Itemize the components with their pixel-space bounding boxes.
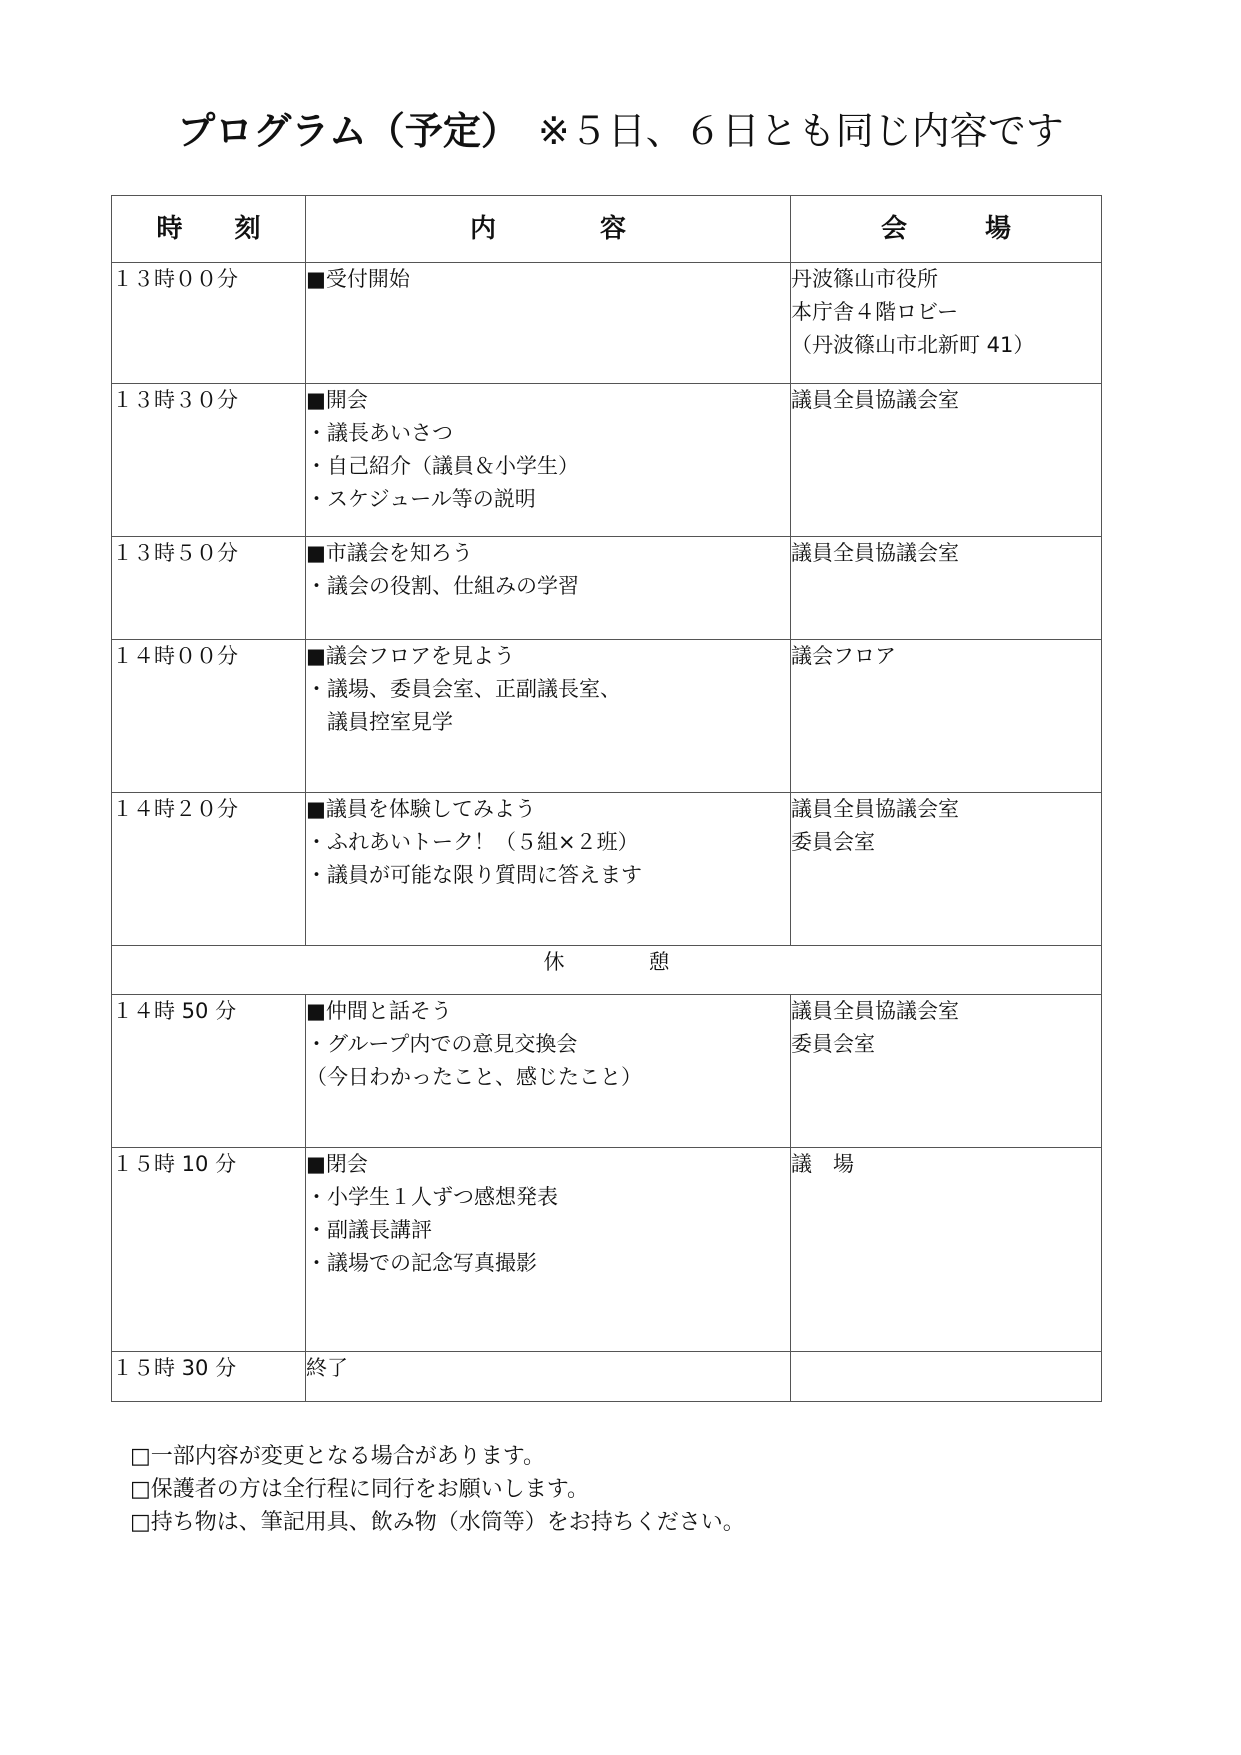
content-cell: ■市議会を知ろう ・議会の役割、仕組みの学習 [306, 537, 791, 640]
venue-cell: 議会フロア [791, 640, 1102, 793]
title-main: プログラム（予定） [177, 109, 500, 153]
venue-cell: 丹波篠山市役所 本庁舎４階ロビー （丹波篠山市北新町 41） [791, 263, 1102, 384]
table-row [112, 384, 1102, 537]
header-venue: 会 場 [791, 196, 1102, 263]
title-note: ※５日、６日とも同じ内容です [537, 109, 1064, 153]
page-title [0, 100, 1241, 155]
note-item: □持ち物は、筆記用具、飲み物（水筒等）をお持ちください。 [130, 1510, 745, 1535]
table-row [112, 1148, 1102, 1352]
break-cell: 休 憩 [112, 946, 1102, 995]
venue-cell: 議員全員協議会室 委員会室 [791, 995, 1102, 1148]
content-cell: ■議会フロアを見よう ・議場、委員会室、正副議長室、 議員控室見学 [306, 640, 791, 793]
table-row [112, 537, 1102, 640]
table-header-row [112, 196, 1102, 263]
time-cell: １４時 50 分 [112, 995, 306, 1148]
time-cell: １３時５０分 [112, 537, 306, 640]
time-cell: １５時 30 分 [112, 1352, 306, 1402]
table-row [112, 263, 1102, 384]
note-item: □保護者の方は全行程に同行をお願いします。 [130, 1477, 590, 1502]
venue-cell [791, 1352, 1102, 1402]
venue-cell: 議員全員協議会室 委員会室 [791, 793, 1102, 946]
content-cell: ■議員を体験してみよう ・ふれあいトーク！（５組×２班） ・議員が可能な限り質問に答えます [306, 793, 791, 946]
time-cell: １５時 10 分 [112, 1148, 306, 1352]
time-cell: １４時００分 [112, 640, 306, 793]
content-cell: ■受付開始 [306, 263, 791, 384]
venue-cell: 議 場 [791, 1148, 1102, 1352]
time-cell: １３時３０分 [112, 384, 306, 537]
table-row [112, 1352, 1102, 1402]
program-table [111, 195, 1102, 1402]
break-row [112, 946, 1102, 995]
time-cell: １３時００分 [112, 263, 306, 384]
content-cell: ■閉会 ・小学生１人ずつ感想発表 ・副議長講評 ・議場での記念写真撮影 [306, 1148, 791, 1352]
content-cell: ■開会 ・議長あいさつ ・自己紹介（議員＆小学生） ・スケジュール等の説明 [306, 384, 791, 537]
table-row [112, 640, 1102, 793]
note-item: □一部内容が変更となる場合があります。 [130, 1444, 546, 1469]
table-row [112, 793, 1102, 946]
table-row [112, 995, 1102, 1148]
header-content: 内 容 [306, 196, 791, 263]
content-cell: ■仲間と話そう ・グループ内での意見交換会 （今日わかったこと、感じたこと） [306, 995, 791, 1148]
content-cell: 終了 [306, 1352, 791, 1402]
time-cell: １４時２０分 [112, 793, 306, 946]
header-time: 時 刻 [112, 196, 306, 263]
notes-list [130, 1440, 745, 1539]
venue-cell: 議員全員協議会室 [791, 537, 1102, 640]
venue-cell: 議員全員協議会室 [791, 384, 1102, 537]
